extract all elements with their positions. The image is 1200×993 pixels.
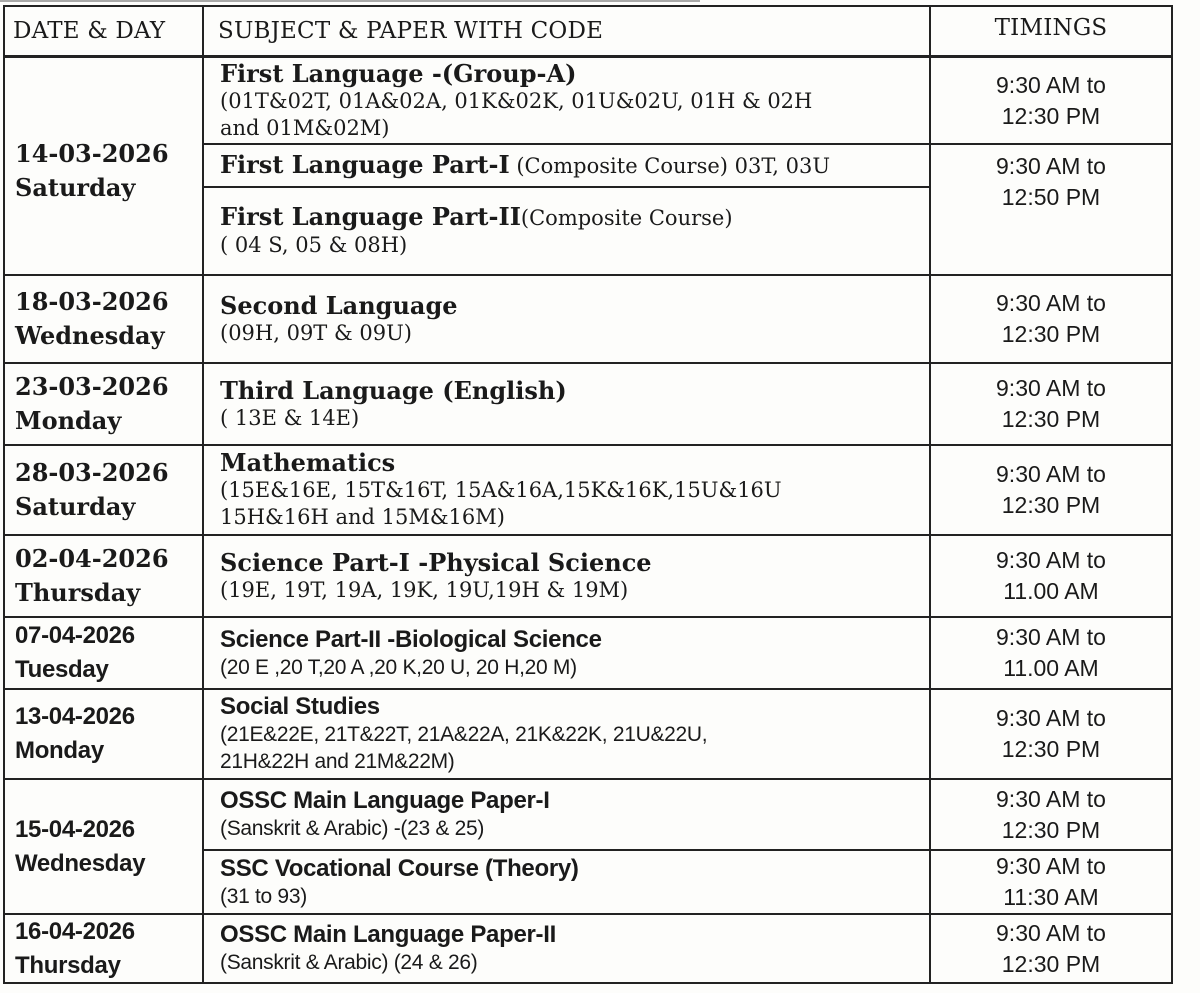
exam-day: Saturday xyxy=(15,173,136,202)
start-time: 9:30 AM to xyxy=(996,71,1106,98)
subject-title: SSC Vocational Course (Theory) xyxy=(220,854,579,882)
header-subject-label: SUBJECT & PAPER WITH CODE xyxy=(218,18,604,44)
paper-codes: (Composite Course) xyxy=(520,206,733,230)
subject-title: Third Language (English) xyxy=(220,375,567,405)
subject-cell xyxy=(204,364,929,444)
timing-cell xyxy=(931,780,1171,849)
date-cell xyxy=(5,276,202,362)
start-time: 9:30 AM to xyxy=(996,461,1106,487)
date-cell xyxy=(5,536,202,616)
paper-codes: (Sanskrit & Arabic) (24 & 26) xyxy=(220,951,478,974)
timing-cell xyxy=(931,851,1171,913)
start-time: 9:30 AM to xyxy=(996,624,1106,650)
exam-day: Monday xyxy=(15,737,104,764)
start-time: 9:30 AM to xyxy=(996,547,1106,573)
header-date-day-label: DATE & DAY xyxy=(13,18,166,44)
paper-codes: (09H, 09T & 09U) xyxy=(220,320,412,345)
exam-date: 02-04-2026 xyxy=(15,544,169,573)
start-time: 9:30 AM to xyxy=(996,290,1106,316)
subject-title: Science Part-I -Physical Science xyxy=(220,547,652,577)
end-time: 11.00 AM xyxy=(1003,578,1099,604)
subject-cell xyxy=(204,276,929,362)
start-time: 9:30 AM to xyxy=(996,919,1106,946)
exam-day: Wednesday xyxy=(15,321,165,350)
end-time: 12:30 PM xyxy=(1001,321,1101,347)
start-time: 9:30 AM to xyxy=(996,375,1106,401)
end-time: 12:30 PM xyxy=(1001,736,1101,762)
subject-title-text: First Language Part-I xyxy=(220,150,510,179)
exam-date: 18-03-2026 xyxy=(15,287,169,316)
paper-codes: ( 13E & 14E) xyxy=(220,405,360,430)
exam-date: 16-04-2026 xyxy=(15,917,135,945)
date-cell xyxy=(5,690,202,778)
subject-title-text: First Language Part-II xyxy=(220,202,521,231)
subject-cell xyxy=(204,58,929,143)
timing-cell xyxy=(931,618,1171,688)
end-time: 12:30 PM xyxy=(1001,816,1101,843)
exam-day: Tuesday xyxy=(15,656,109,683)
exam-day: Thursday xyxy=(15,951,121,979)
table-border-right xyxy=(1171,6,1173,984)
subject-cell xyxy=(204,145,929,186)
paper-codes: (01T&02T, 01A&02A, 01K&02K, 01U&02U, 01H & 02H xyxy=(220,88,813,113)
timing-cell xyxy=(931,536,1171,616)
subject-title: Science Part-II -Biological Science xyxy=(220,625,602,653)
paper-codes: and 01M&02M) xyxy=(220,115,390,140)
exam-date: 14-03-2026 xyxy=(15,139,169,168)
timing-cell xyxy=(931,58,1171,143)
date-cell xyxy=(5,58,202,274)
subject-cell xyxy=(204,915,929,982)
date-cell xyxy=(5,780,202,913)
paper-codes: 21H&22H and 21M&22M) xyxy=(220,750,455,773)
end-time: 12:30 PM xyxy=(1001,950,1101,977)
subject-cell xyxy=(204,188,929,274)
exam-day: Wednesday xyxy=(15,849,146,877)
timing-cell xyxy=(931,915,1171,982)
date-cell xyxy=(5,364,202,444)
end-time: 11:30 AM xyxy=(1003,884,1099,910)
paper-codes: (Composite Course) 03T, 03U xyxy=(509,154,831,178)
exam-date: 23-03-2026 xyxy=(15,372,169,401)
subject-cell xyxy=(204,618,929,688)
paper-codes: (21E&22E, 21T&22T, 21A&22A, 21K&22K, 21U&22U, xyxy=(220,723,708,746)
start-time: 9:30 AM to xyxy=(996,853,1106,879)
subject-cell xyxy=(204,446,929,534)
start-time: 9:30 AM to xyxy=(996,785,1106,812)
subject-title: First Language -(Group-A) xyxy=(220,58,577,88)
end-time: 12:30 PM xyxy=(1001,102,1101,129)
date-cell xyxy=(5,915,202,982)
subject-title: Social Studies xyxy=(220,693,380,720)
subject-title xyxy=(220,151,923,180)
end-time: 12:50 PM xyxy=(1001,184,1101,210)
paper-codes: 15H&16H and 15M&16M) xyxy=(220,505,505,529)
subject-title xyxy=(220,203,923,232)
subject-cell xyxy=(204,780,929,849)
subject-cell xyxy=(204,851,929,913)
paper-codes: (15E&16E, 15T&16T, 15A&16A,15K&16K,15U&16U xyxy=(220,478,782,502)
top-rule xyxy=(0,0,700,2)
timing-cell xyxy=(931,364,1171,444)
exam-date: 07-04-2026 xyxy=(15,622,135,649)
end-time: 12:30 PM xyxy=(1001,492,1101,518)
timing-cell xyxy=(931,145,1171,274)
exam-date: 13-04-2026 xyxy=(15,703,135,730)
exam-day: Saturday xyxy=(15,492,136,521)
paper-codes: (19E, 19T, 19A, 19K, 19U,19H & 19M) xyxy=(220,577,629,602)
exam-day: Monday xyxy=(15,406,122,435)
subject-title: Second Language xyxy=(220,290,458,320)
header-date-day xyxy=(5,7,202,55)
paper-codes: ( 04 S, 05 & 08H) xyxy=(220,233,408,257)
subject-cell xyxy=(204,536,929,616)
exam-day: Thursday xyxy=(15,578,141,607)
timing-cell xyxy=(931,446,1171,534)
paper-codes: (20 E ,20 T,20 A ,20 K,20 U, 20 H,20 M) xyxy=(220,655,577,679)
timing-cell xyxy=(931,690,1171,778)
end-time: 11.00 AM xyxy=(1003,655,1099,681)
exam-date: 15-04-2026 xyxy=(15,815,135,843)
subject-title: OSSC Main Language Paper-I xyxy=(220,787,550,814)
header-timings-label: TIMINGS xyxy=(994,15,1108,41)
start-time: 9:30 AM to xyxy=(996,705,1106,731)
exam-date: 28-03-2026 xyxy=(15,458,169,487)
date-cell xyxy=(5,618,202,688)
date-cell xyxy=(5,446,202,534)
subject-title: OSSC Main Language Paper-II xyxy=(220,921,556,948)
end-time: 12:30 PM xyxy=(1001,406,1101,432)
paper-codes: (31 to 93) xyxy=(220,884,307,908)
subject-cell xyxy=(204,690,929,778)
start-time: 9:30 AM to xyxy=(996,153,1106,179)
paper-codes: (Sanskrit & Arabic) -(23 & 25) xyxy=(220,817,485,840)
header-timings xyxy=(931,7,1171,49)
header-subject xyxy=(204,7,929,55)
timing-cell xyxy=(931,276,1171,362)
subject-title: Mathematics xyxy=(220,448,396,477)
